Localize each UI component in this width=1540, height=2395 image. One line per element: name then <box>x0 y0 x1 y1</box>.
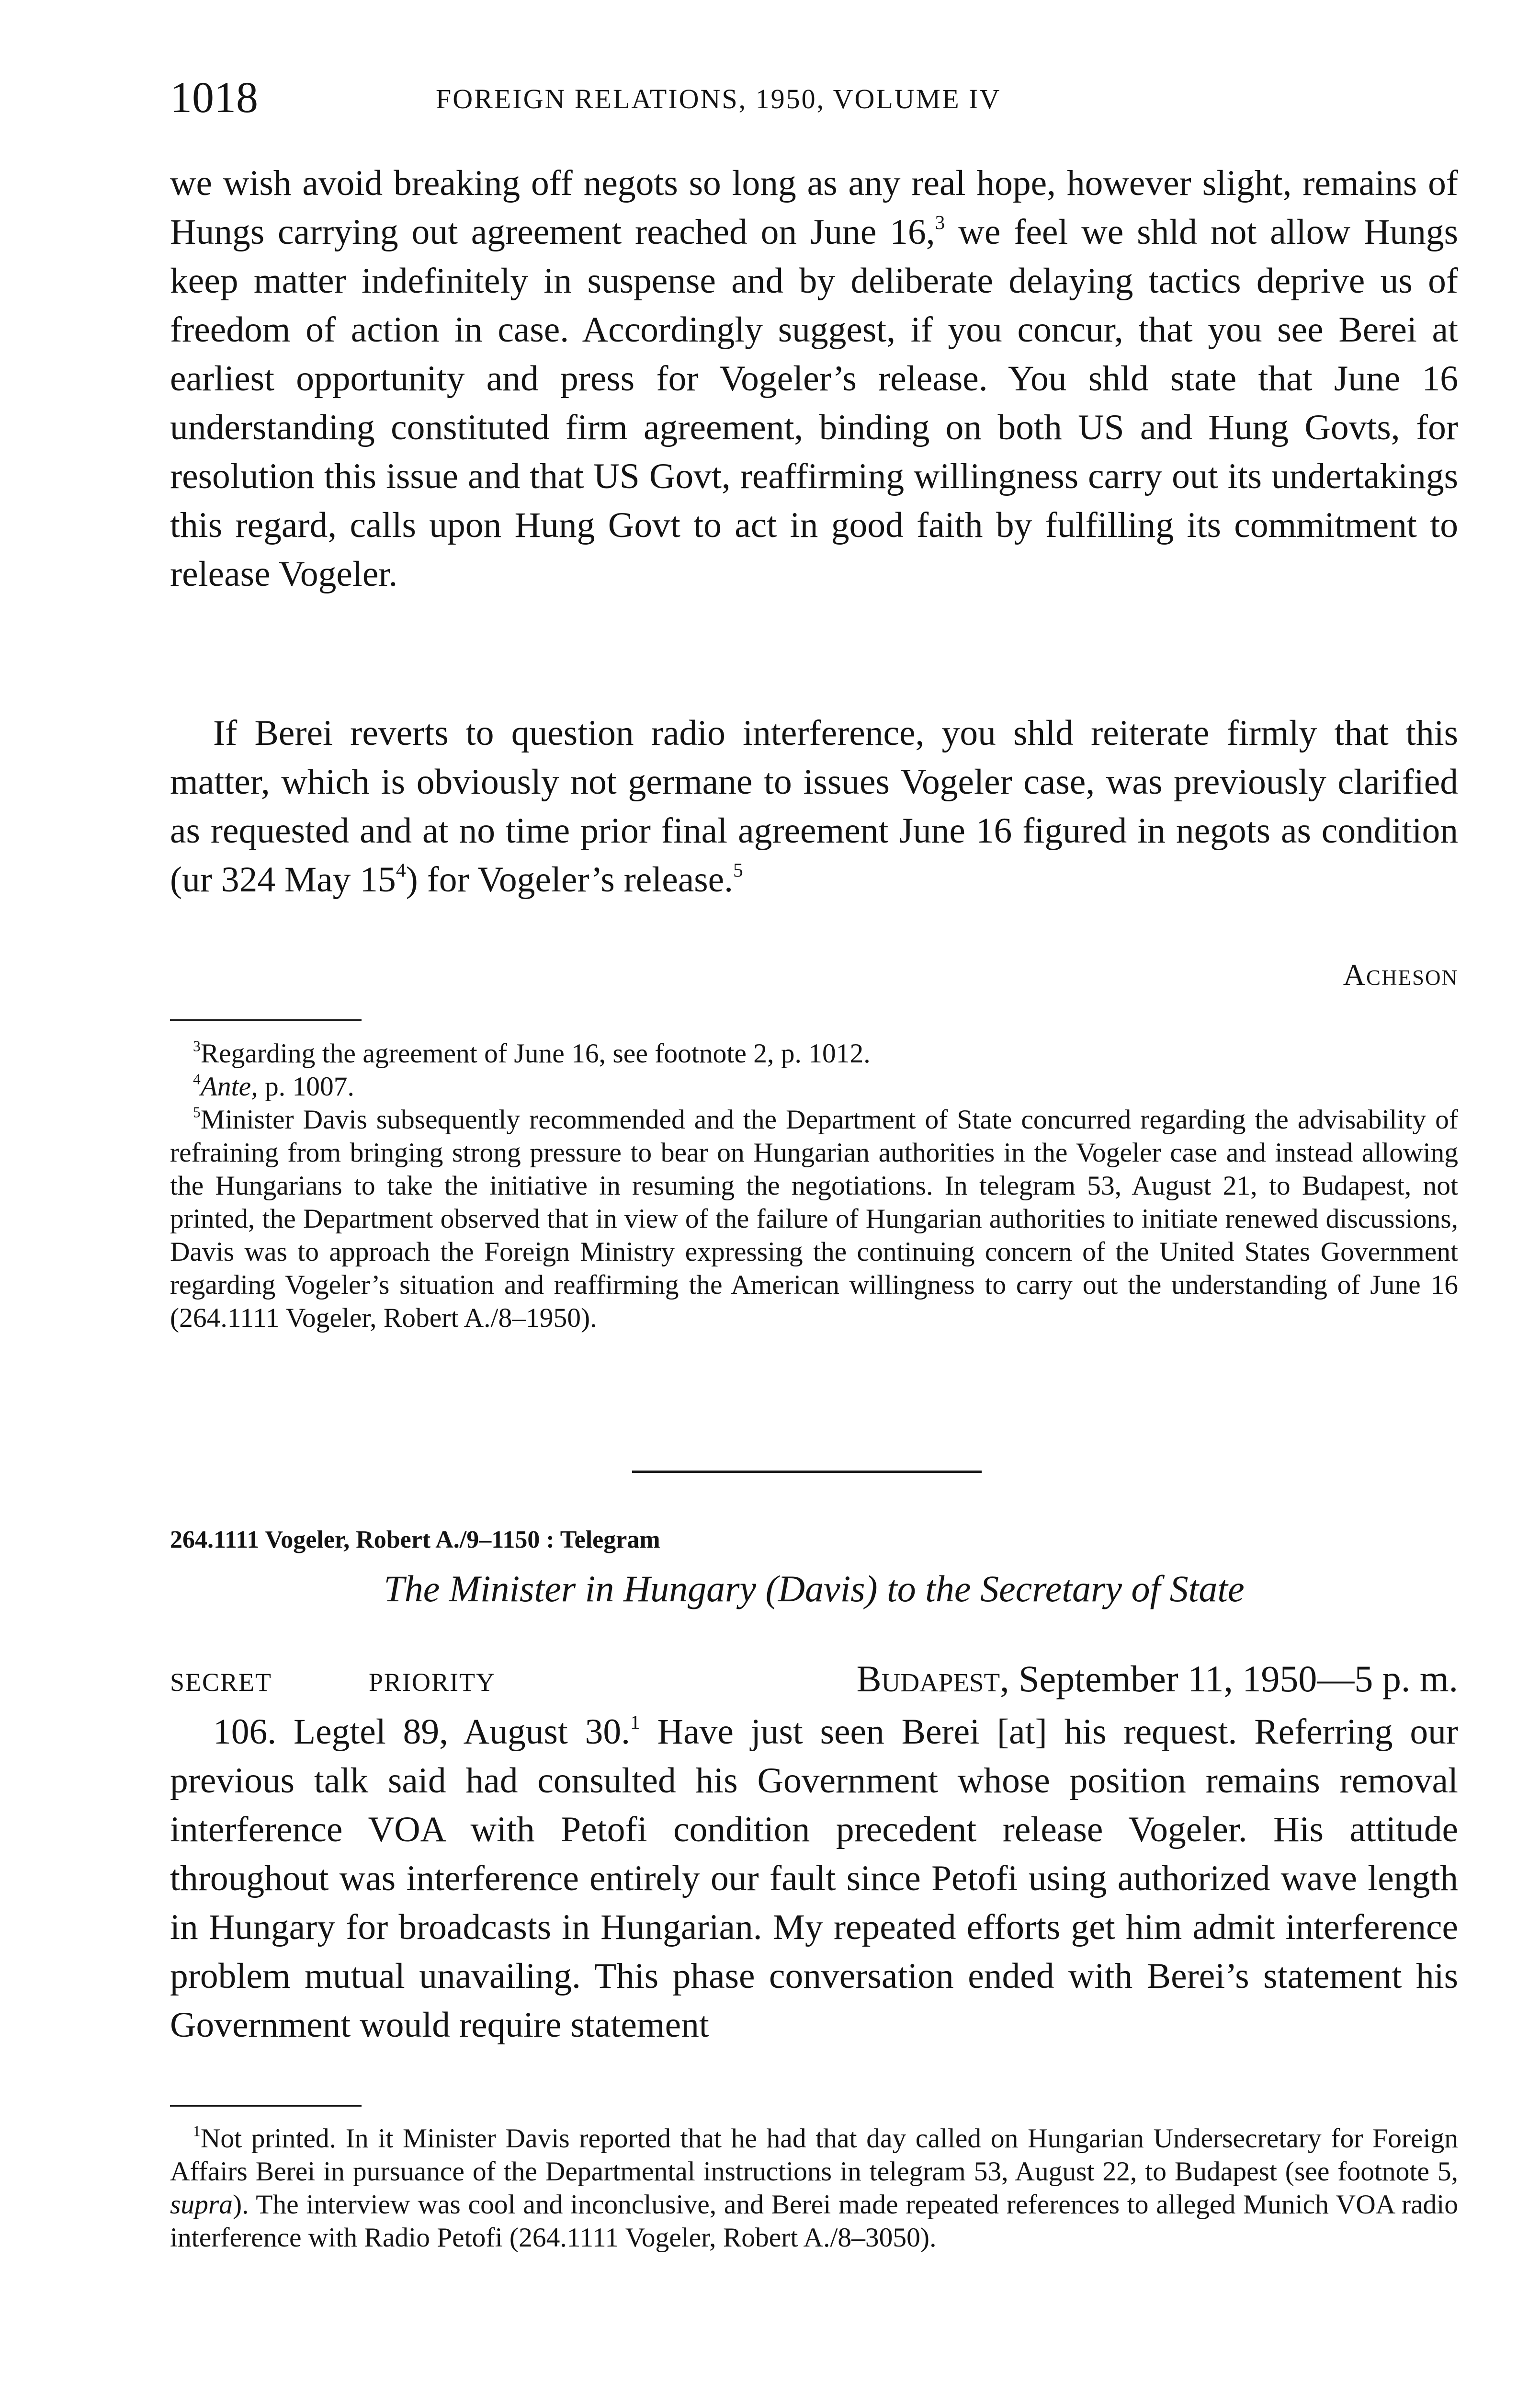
body-continued: Have just seen Berei [at] his request. Referring our previous talk said had consulted his Government whose position remains removal interference VOA with Petofi condition precedent release Vogeler. His attitude throughout was interference entirely our fault since Petofi using authorized wave length in Hungary for broadcasts in Hungarian. My repeated efforts get him admit interference problem mutual unavailing. This phase conversation ended with Berei’s statement his Government would require statement <box>170 1712 1458 2045</box>
telegram-paragraph-1 <box>170 159 1458 599</box>
place: Budapest, <box>856 1658 1009 1699</box>
paragraph-2-continued: ) for Vogeler’s release. <box>406 860 734 900</box>
classification-label: SECRET <box>170 1668 272 1697</box>
page-number: 1018 <box>170 73 258 122</box>
footnote-ref-3: 3 <box>935 211 945 233</box>
telegram-106-body <box>170 1708 1458 2050</box>
date: September 11, 1950—5 p. m. <box>1009 1658 1458 1699</box>
body-start: 106. Legtel 89, August 30. <box>213 1712 631 1752</box>
signature-acheson: Acheson <box>1343 958 1458 992</box>
footnote-rule <box>170 1019 362 1021</box>
paragraph-2-text: If Berei reverts to question radio interference, you shld reiterate firmly that this matter, which is obviously not germane to issues Vogeler case, was previously clarified as requested and at no time prior final agreement June 16 figured in negots as condition (ur 324 May 15 <box>170 713 1458 900</box>
footnote-ref-1: 1 <box>630 1711 640 1733</box>
running-title: FOREIGN RELATIONS, 1950, VOLUME IV <box>436 83 1001 114</box>
section-divider <box>632 1471 982 1473</box>
footnote-rule-2 <box>170 2105 362 2107</box>
paragraph-1-text: we wish avoid breaking off negots so long as any real hope, however slight, remains of Hungs carrying out agreement reached on June 16, <box>170 163 1458 252</box>
classification-line <box>170 1653 1458 1705</box>
footnotes-section-1 <box>170 1037 1458 1334</box>
document-title: The Minister in Hungary (Davis) to the Secretary of State <box>384 1568 1245 1609</box>
running-header <box>170 71 1458 124</box>
file-reference: 264.1111 Vogeler, Robert A./9–1150 : Telegram <box>170 1526 660 1553</box>
footnote-3: $^3$Regarding the agreement of June 16, see footnote 2, p. 1012. <box>193 1038 871 1069</box>
paragraph-1-continued: we feel we shld not allow Hungs keep matter indefinitely in suspense and by deliberate delaying tactics deprive us of freedom of action in case. Accordingly suggest, if you concur, that you see Berei at earliest opportunity and press for Vogeler’s release. You shld state that June 16 understanding constituted firm agreement, binding on both US and Hung Govts, for resolution this issue and that US Govt, reaffirming willingness carry out its undertakings this regard, calls upon Hung Govt to act in good faith by fulfilling its commitment to release Vogeler. <box>170 212 1458 594</box>
footnote-ref-4: 4 <box>396 858 406 881</box>
footnotes-section-2 <box>170 2122 1458 2254</box>
footnote-5: $^5$Minister Davis subsequently recommended and the Department of State concurred regarding the advisability of refraining from bringing strong pressure to bear on Hungarian authorities in the Vogeler case and instead allowing the Hungarians to take the initiative in resuming the negotiations. In telegram 53, August 21, to Budapest, not printed, the Department observed that in view of the failure of Hungarian authorities to initiate renewed discussions, Davis was to approach the Foreign Ministry expressing the continuing concern of the United States Government regarding Vogeler’s situation and reaffirming the American willingness to carry out the understanding of June 16 (264.1111 Vogeler, Robert A./8–1950). <box>170 1104 1458 1333</box>
place-and-date <box>857 1653 1458 1705</box>
footnote-ref-5: 5 <box>733 858 743 881</box>
footnote-4: $^4$Ante, p. 1007. <box>193 1071 354 1102</box>
telegram-paragraph-2 <box>170 709 1458 904</box>
priority-label: PRIORITY <box>369 1668 496 1697</box>
footnote-1: $^1$Not printed. In it Minister Davis reported that he had that day called on Hungarian Undersecretary for Foreign Affairs Berei in pursuance of the Departmental instructions in telegram 53, August 22, to Budapest (see footnote 5, supra). The interview was cool and inconclusive, and Berei made repeated references to alleged Munich VOA radio interference with Radio Petofi (264.1111 Vogeler, Robert A./8–3050). <box>170 2122 1458 2253</box>
